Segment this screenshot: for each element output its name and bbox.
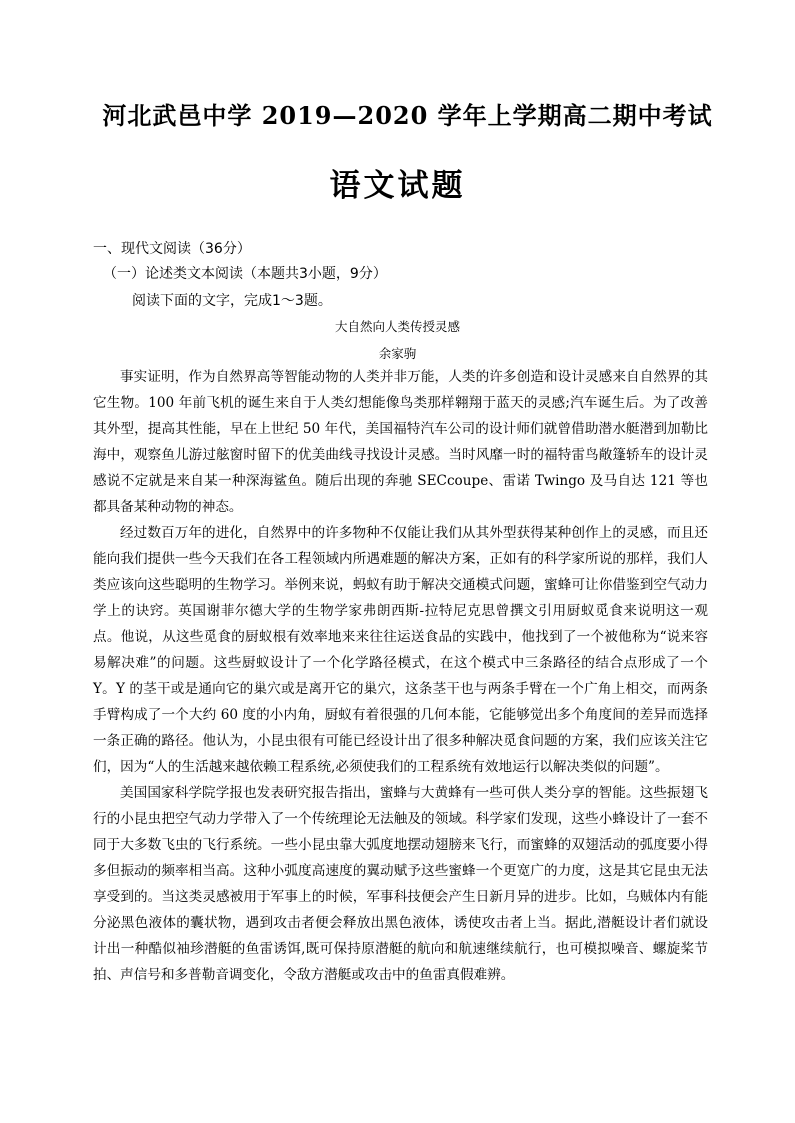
exam-title: 河北武邑中学 2019—2020 学年上学期高二期中考试 [102,101,713,130]
section-heading-modern-reading: 一、现代文阅读（36分） [93,241,251,257]
article-paragraph-1: 事实证明，作为自然界高等智能动物的人类并非万能，人类的许多创造和设计灵感来自自然界的其它生物。100 年前飞机的诞生来自于人类幻想能像鸟类那样翱翔于蓝天的灵感;汽车诞生后。为了改善其外型，提高其性能，早在上世纪 50 年代，美国福特汽车公司的设计师们就曾借助潜水艇潜到加勒比海中，观察鱼儿游过舷窗时留下的优美曲线寻找设计灵感。当时风靡一时的福特雷鸟敞篷轿车的设计灵感说不定就是来自某一种深海鲨鱼。随后出现的奔驰 SECcoupe、雷诺 Twingo 及马自达 121 等也都具备某种动物的神态。 [93,369,708,515]
article-paragraph-2: 经过数百万年的进化，自然界中的许多物种不仅能让我们从其外型获得某种创作上的灵感，而且还能向我们提供一些今天我们在各工程领域内所遇难题的解决方案，正如有的科学家所说的那样，我们人类应该向这些聪明的生物学习。举例来说，蚂蚁有助于解决交通模式问题，蜜蜂可让你借鉴到空气动力学上的诀窍。英国谢菲尔德大学的生物学家弗朗西斯-拉特尼克思曾撰文引用厨蚁觅食来说明这一观点。他说，从这些觅食的厨蚁根有效率地来来往往运送食品的实践中，他找到了一个被他称为“说来容易解决难”的问题。这些厨蚁设计了一个化学路径模式，在这个模式中三条路径的结合点形成了一个 Y。Y 的茎干或是通向它的巢穴或是离开它的巢穴，这条茎干也与两条手臂在一个广角上相交，而两条手臂构成了一个大约 60 度的小内角，厨蚁有着很强的几何本能，它能够觉出多个角度间的差异而选择一条正确的路径。他认为，小昆虫很有可能已经设计出了很多种解决觅食问题的方案，我们应该关注它们，因为“人的生活越来越依赖工程系统,必须使我们的工程系统有效地运行以解决类似的问题”。 [93,525,708,775]
article-title: 大自然向人类传授灵感 [334,319,460,334]
subsection-heading-argumentative: （一）论述类文本阅读（本题共3小题，9分） [103,266,387,282]
article-author: 余家驹 [378,346,417,361]
article-body [93,364,708,988]
reading-instruction: 阅读下面的文字，完成1～3题。 [132,293,332,309]
subject-title: 语文试题 [329,168,466,204]
article-paragraph-3: 美国国家科学院学报也发表研究报告指出，蜜蜂与大黄蜂有一些可供人类分享的智能。这些振翅飞行的小昆虫把空气动力学带入了一个传统理论无法触及的领域。科学家们发现，这些小蜂设计了一套不同于大多数飞虫的飞行系统。一些小昆虫靠大弧度地摆动翅膀来飞行，而蜜蜂的双翅活动的弧度要小得多但振动的频率相当高。这种小弧度高速度的翼动赋予这些蜜蜂一个更宽广的力度，这是其它昆虫无法享受到的。当这类灵感被用于军事上的时候，军事科技便会产生日新月异的进步。比如，乌贼体内有能分泌黑色液体的囊状物，遇到攻击者便会释放出黑色液体，诱使攻击者上当。据此,潜艇设计者们就设计出一种酷似袖珍潜艇的鱼雷诱饵,既可保持原潜艇的航向和航速继续航行，也可模拟噪音、螺旋桨节拍、声信号和多普勒音调变化，令敌方潜艇或攻击中的鱼雷真假难辨。 [93,785,708,983]
